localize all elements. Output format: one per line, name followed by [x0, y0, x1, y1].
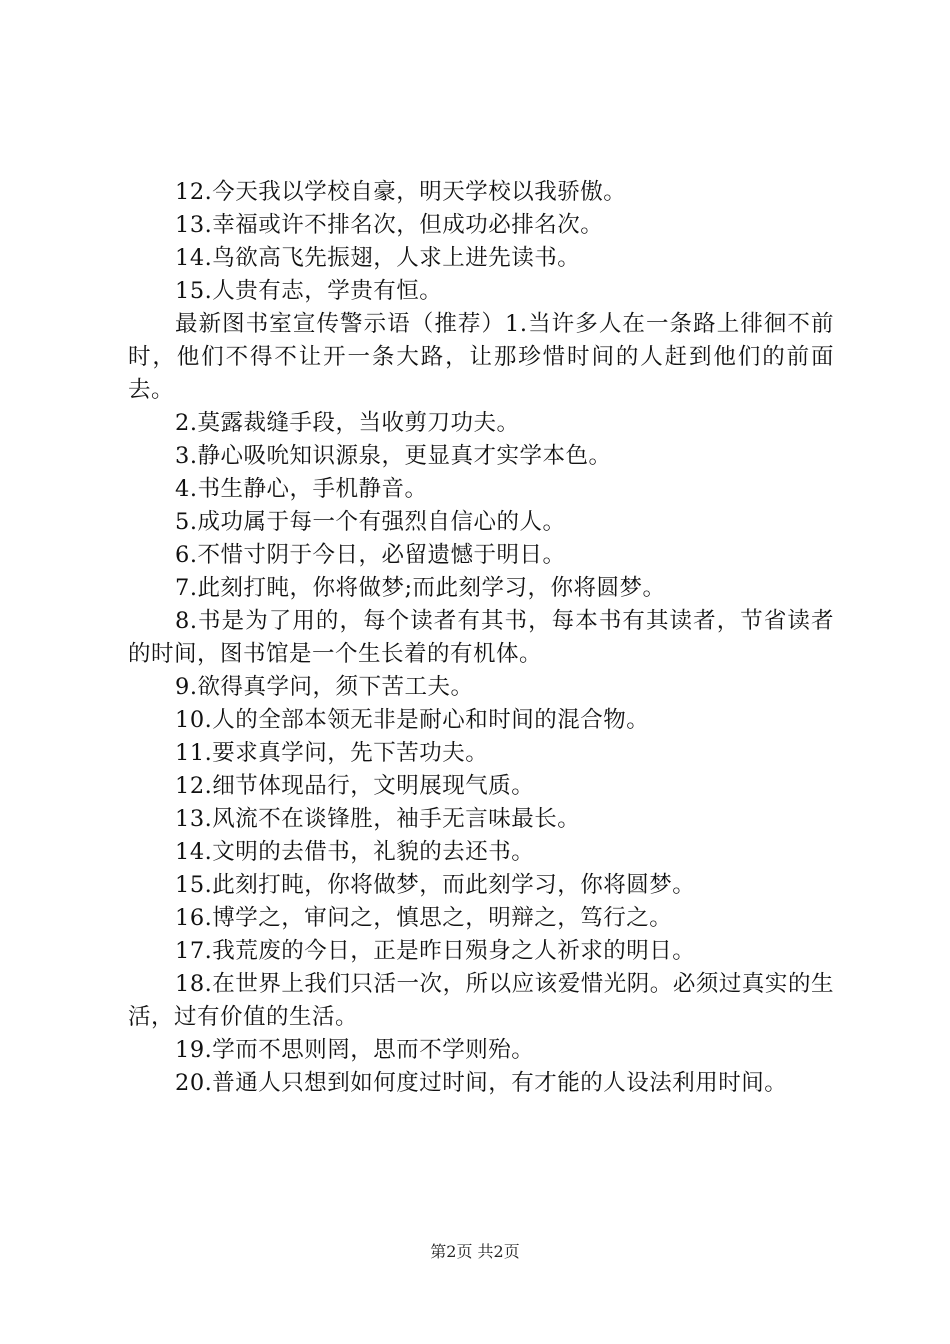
- page-number: 第2页 共2页: [430, 1242, 520, 1261]
- paragraph: 15.人贵有志，学贵有恒。: [175, 278, 443, 304]
- paragraph: 9.欲得真学问，须下苦工夫。: [175, 674, 474, 700]
- paragraph: 8.书是为了用的，每个读者有其书，每本书有其读者，节省读者的时间，图书馆是一个生长着的有机体。: [128, 608, 834, 667]
- paragraph: 16.博学之，审问之，慎思之，明辩之，笃行之。: [175, 905, 673, 931]
- paragraph: 19.学而不思则罔，思而不学则殆。: [175, 1037, 535, 1063]
- paragraph: 4.书生静心，手机静音。: [175, 476, 428, 502]
- paragraph: 14.鸟欲高飞先振翅，人求上进先读书。: [175, 245, 581, 271]
- paragraph: 2.莫露裁缝手段，当收剪刀功夫。: [175, 410, 520, 436]
- paragraph: 15.此刻打盹，你将做梦，而此刻学习，你将圆梦。: [175, 872, 696, 898]
- document-body: [128, 176, 834, 1100]
- paragraph: 17.我荒废的今日，正是昨日殒身之人祈求的明日。: [175, 938, 696, 964]
- paragraph: 13.风流不在谈锋胜，袖手无言味最长。: [175, 806, 581, 832]
- paragraph: 12.今天我以学校自豪，明天学校以我骄傲。: [175, 179, 627, 205]
- paragraph: 最新图书室宣传警示语（推荐）1.当许多人在一条路上徘徊不前时，他们不得不让开一条大路，让那珍惜时间的人赶到他们的前面去。: [128, 311, 834, 403]
- paragraph: 12.细节体现品行，文明展现气质。: [175, 773, 535, 799]
- paragraph: 14.文明的去借书，礼貌的去还书。: [175, 839, 535, 865]
- page-footer: [0, 1242, 950, 1262]
- paragraph: 5.成功属于每一个有强烈自信心的人。: [175, 509, 566, 535]
- paragraph: 18.在世界上我们只活一次，所以应该爱惜光阴。必须过真实的生活，过有价值的生活。: [128, 971, 834, 1030]
- paragraph: 7.此刻打盹，你将做梦;而此刻学习，你将圆梦。: [175, 575, 666, 601]
- paragraph: 20.普通人只想到如何度过时间，有才能的人设法利用时间。: [175, 1070, 788, 1096]
- paragraph: 13.幸福或许不排名次，但成功必排名次。: [175, 212, 604, 238]
- paragraph: 11.要求真学问，先下苦功夫。: [175, 740, 489, 766]
- paragraph: 10.人的全部本领无非是耐心和时间的混合物。: [175, 707, 650, 733]
- paragraph: 3.静心吸吮知识源泉，更显真才实学本色。: [175, 443, 612, 469]
- paragraph: 6.不惜寸阴于今日，必留遗憾于明日。: [175, 542, 566, 568]
